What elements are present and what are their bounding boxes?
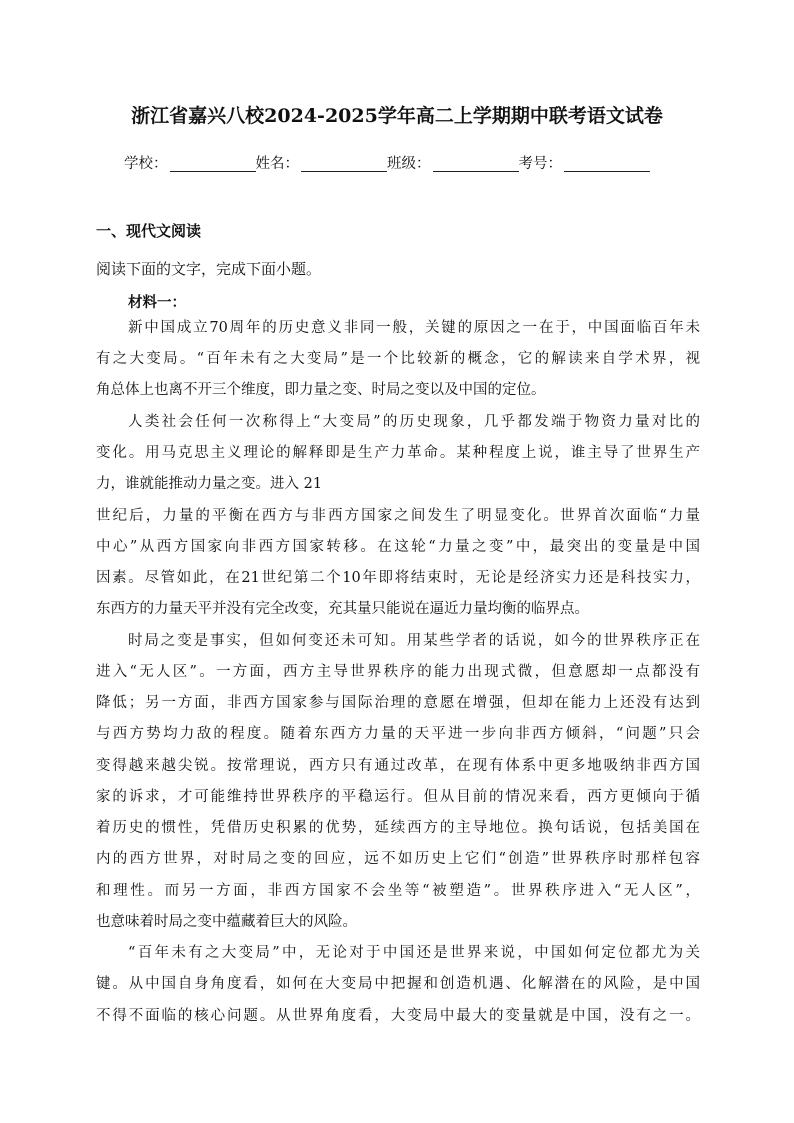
student-info-row xyxy=(124,152,684,173)
school-field xyxy=(124,152,256,173)
section-heading: 一、现代文阅读 xyxy=(96,222,202,240)
class-field xyxy=(387,152,519,173)
text-line: 着历史的惯性，凭借历史积累的优势，延续西方的主导地位。换句话说，包括美国在 xyxy=(96,820,700,836)
text-line: 进入“无人区”。一方面，西方主导世界秩序的能力出现式微，但意愿却一点都没有 xyxy=(96,664,700,680)
name-field xyxy=(256,152,388,173)
text-line: 中心”从西方国家向非西方国家转移。在这轮“力量之变”中，最突出的变量是中国 xyxy=(96,539,700,555)
exam-title: 浙江省嘉兴八校2024-2025学年高二上学期期中联考语文试卷 xyxy=(131,105,663,127)
text-line: 不得不面临的核心问题。从世界角度看，大变局中最大的变量就是中国，没有之一。 xyxy=(96,1008,700,1024)
text-line: 变化。用马克思主义理论的解释即是生产力革命。某种程度上说，谁主导了世界生产 xyxy=(96,445,700,461)
text-line: 变得越来越尖锐。按常理说，西方只有通过改革，在现有体系中更多地吸纳非西方国 xyxy=(96,758,700,774)
reading-instruction: 阅读下面的文字，完成下面小题。 xyxy=(96,260,322,278)
text-line: 时局之变是事实，但如何变还未可知。用某些学者的话说，如今的世界秩序正在 xyxy=(128,633,700,649)
text-line: “百年未有之大变局”中，无论对于中国还是世界来说，中国如何定位都尤为关 xyxy=(128,945,700,961)
text-line: 内的西方世界，对时局之变的回应，远不如历史上它们“创造”世界秩序时那样包容 xyxy=(96,851,700,867)
text-line: 也意味着时局之变中蕴藏着巨大的风险。 xyxy=(96,914,357,930)
class-label: 班级： xyxy=(387,156,431,172)
exam-number-field xyxy=(519,152,651,173)
text-line: 力，谁就能推动力量之变。进入 21 xyxy=(96,476,323,492)
exam-number-label: 考号： xyxy=(518,156,562,172)
name-blank xyxy=(301,155,387,172)
exam-number-blank xyxy=(564,155,650,172)
text-line: 因素。尽管如此，在21世纪第二个10年即将结束时，无论是经济实力还是科技实力， xyxy=(96,570,700,586)
text-line: 与西方势均力敌的程度。随着东西方力量的天平进一步向非西方倾斜，“问题”只会 xyxy=(96,726,700,742)
text-line: 角总体上也离不开三个维度，即力量之变、时局之变以及中国的定位。 xyxy=(96,382,546,398)
material-label: 材料一： xyxy=(128,294,186,311)
name-label: 姓名： xyxy=(255,156,299,172)
text-line: 人类社会任何一次称得上“大变局”的历史现象，几乎都发端于物资力量对比的 xyxy=(128,414,700,430)
text-line: 家的诉求，才可能维持世界秩序的平稳运行。但从目前的情况来看，西方更倾向于循 xyxy=(96,789,700,805)
class-blank xyxy=(433,155,519,172)
school-label: 学校： xyxy=(124,156,168,172)
school-blank xyxy=(170,155,256,172)
text-line: 世纪后，力量的平衡在西方与非西方国家之间发生了明显变化。世界首次面临“力量 xyxy=(96,508,700,524)
text-line: 新中国成立70周年的历史意义非同一般，关键的原因之一在于，中国面临百年未 xyxy=(128,320,700,336)
text-line: 键。从中国自身角度看，如何在大变局中把握和创造机遇、化解潜在的风险，是中国 xyxy=(96,976,700,992)
text-line: 有之大变局。“百年未有之大变局”是一个比较新的概念，它的解读来自学术界，视 xyxy=(96,351,700,367)
text-line: 和理性。而另一方面，非西方国家不会坐等“被塑造”。世界秩序进入“无人区”， xyxy=(96,883,700,899)
text-line: 降低；另一方面，非西方国家参与国际治理的意愿在增强，但却在能力上还没有达到 xyxy=(96,695,700,711)
text-line: 东西方的力量天平并没有完全改变，充其量只能说在逼近力量均衡的临界点。 xyxy=(96,601,589,617)
